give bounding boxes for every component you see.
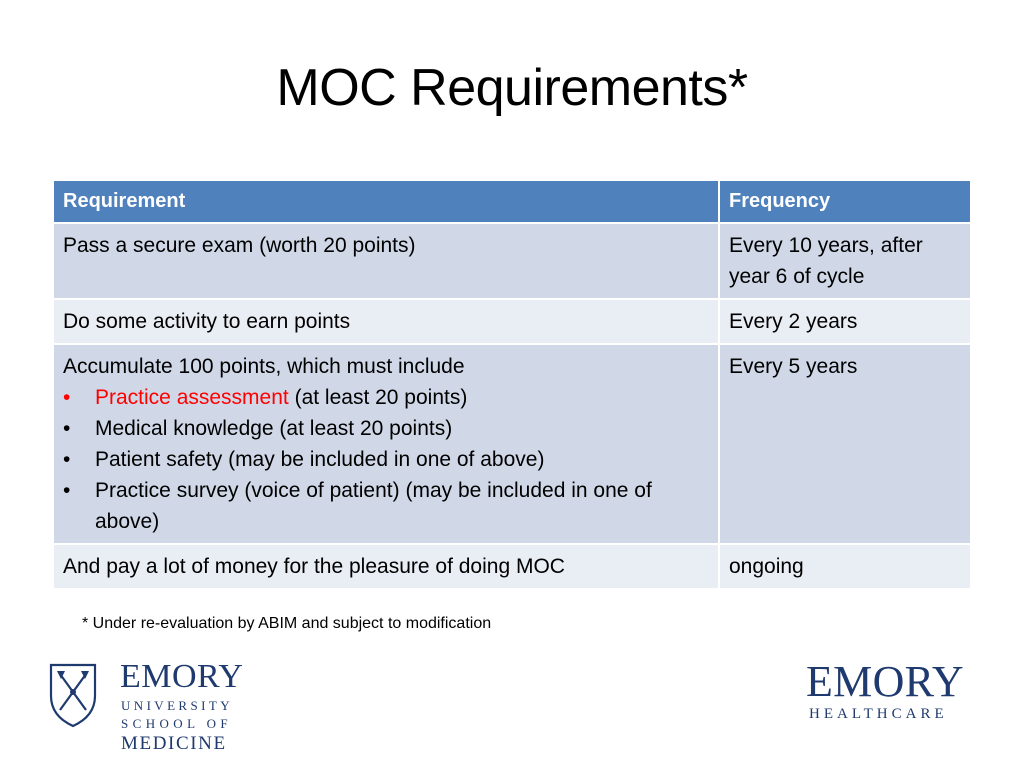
table-header-row bbox=[53, 180, 971, 223]
bullet-highlight: Practice assessment bbox=[95, 386, 289, 409]
requirements-table bbox=[52, 179, 972, 590]
logo-line-medicine: MEDICINE bbox=[121, 733, 227, 754]
frequency-cell: Every 10 years, after year 6 of cycle bbox=[719, 223, 971, 299]
logo-line-university: UNIVERSITY bbox=[121, 698, 233, 713]
bullet-item bbox=[63, 475, 708, 537]
bullet-item bbox=[63, 382, 708, 413]
bullet-item bbox=[63, 413, 708, 444]
table-row bbox=[53, 223, 971, 299]
requirement-cell bbox=[53, 344, 719, 544]
bullet-text: Patient safety (may be included in one of above) bbox=[95, 448, 545, 471]
frequency-cell: ongoing bbox=[719, 544, 971, 589]
footnote: * Under re-evaluation by ABIM and subject to modification bbox=[82, 615, 492, 632]
requirement-cell: Do some activity to earn points bbox=[53, 299, 719, 344]
bullet-icon: • bbox=[63, 386, 71, 409]
logo-name: EMORY bbox=[120, 658, 244, 695]
requirement-intro: Accumulate 100 points, which must include bbox=[63, 355, 465, 378]
table-row bbox=[53, 544, 971, 589]
frequency-cell: Every 5 years bbox=[719, 344, 971, 544]
bullet-icon: • bbox=[63, 417, 71, 440]
requirement-cell: And pay a lot of money for the pleasure of doing MOC bbox=[53, 544, 719, 589]
logo-line-healthcare: HEALTHCARE bbox=[809, 706, 948, 722]
bullet-icon: • bbox=[63, 448, 71, 471]
logo-line-school-of: SCHOOL OF bbox=[121, 716, 232, 731]
table-row bbox=[53, 299, 971, 344]
bullet-text: Medical knowledge (at least 20 points) bbox=[95, 417, 453, 440]
emory-shield-icon bbox=[48, 662, 98, 728]
column-header-requirement: Requirement bbox=[53, 180, 719, 223]
bullet-text: (at least 20 points) bbox=[288, 386, 468, 409]
bullet-item bbox=[63, 444, 708, 475]
requirement-bullet-list bbox=[63, 382, 708, 537]
bullet-text: Practice survey (voice of patient) (may be included in one of above) bbox=[95, 479, 652, 533]
requirement-cell: Pass a secure exam (worth 20 points) bbox=[53, 223, 719, 299]
column-header-frequency: Frequency bbox=[719, 180, 971, 223]
frequency-cell: Every 2 years bbox=[719, 299, 971, 344]
logo-name: EMORY bbox=[806, 657, 964, 706]
emory-school-of-medicine-logo bbox=[48, 660, 258, 756]
emory-healthcare-logo bbox=[806, 657, 976, 724]
slide-title: MOC Requirements* bbox=[276, 59, 748, 117]
bullet-icon: • bbox=[63, 479, 71, 502]
table-row bbox=[53, 344, 971, 544]
